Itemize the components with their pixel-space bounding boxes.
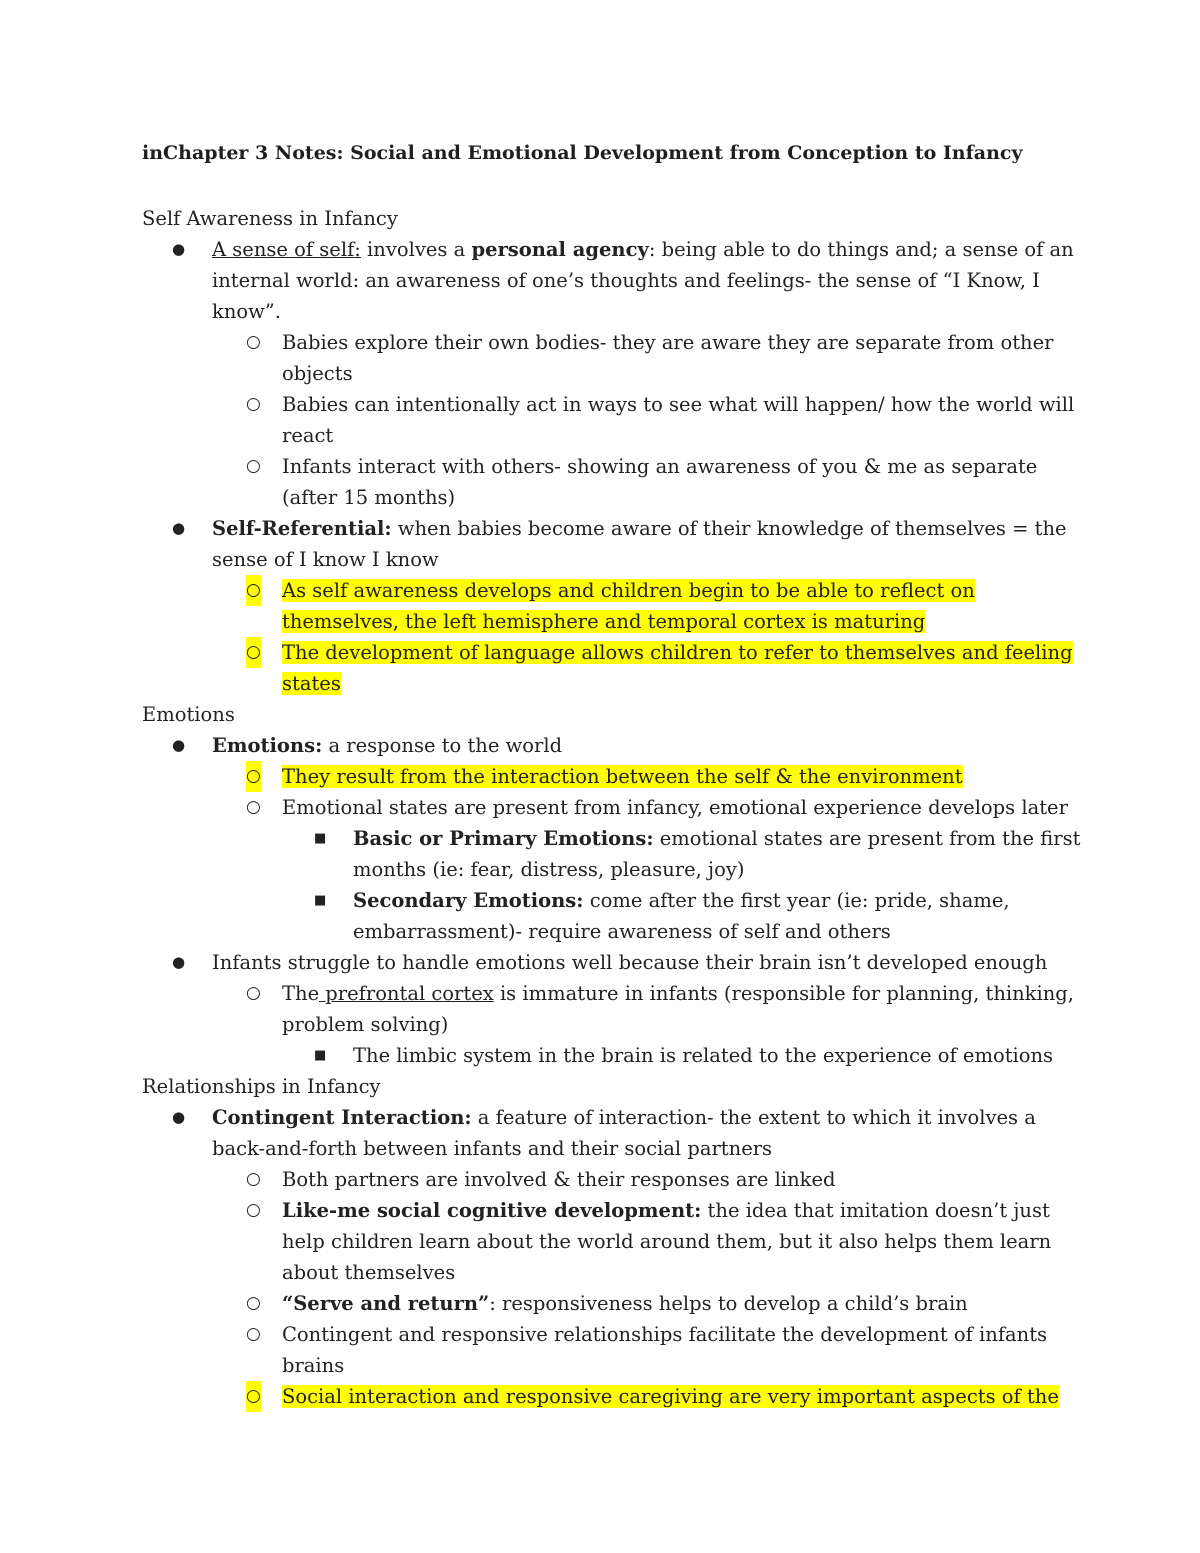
term-secondary-emotions: Secondary Emotions: [353,889,584,912]
subitem-text: Contingent and responsive relationships facilitate the development of infants brains [282,1323,1048,1377]
list-subsubitem [142,885,1082,947]
term-sense-of-self: A sense of self: [212,238,361,261]
document-title: inChapter 3 Notes: Social and Emotional Development from Conception to Infancy [142,142,1023,164]
list-subsubitem [142,1040,1082,1071]
highlighted-text: The development of language allows children to refer to themselves and feeling states [282,641,1073,695]
list-subitem-highlighted [142,637,1082,699]
section-heading-relationships: Relationships in Infancy [142,1075,381,1098]
section-heading-self-awareness: Self Awareness in Infancy [142,207,398,230]
hollow-bullet-icon: ○ [246,456,261,476]
text-segment: The [282,982,320,1005]
list-item-sense-of-self [142,234,1082,327]
highlighted-text: They result from the interaction between the self & the environment [282,765,963,788]
term-serve-and-return: “Serve and return” [282,1292,490,1315]
list-subitem [142,1164,1082,1195]
text-segment: a feature of interaction- the extent to which it involves a back-and-forth between infants and their social partners [212,1106,1036,1160]
hollow-bullet-icon: ○ [246,983,261,1003]
list-item-struggle [142,947,1082,978]
list-subitem [142,327,1082,389]
subitem-text: Babies explore their own bodies- they are aware they are separate from other objects [282,331,1054,385]
term-basic-emotions: Basic or Primary Emotions: [353,827,654,850]
bullet-icon: ● [172,736,186,754]
hollow-bullet-icon: ○ [246,1200,261,1220]
list-item-contingent-interaction [142,1102,1082,1164]
hollow-bullet-icon: ○ [246,332,261,352]
hollow-bullet-icon: ○ [246,575,261,606]
item-text: Infants struggle to handle emotions well because their brain isn’t developed enough [212,951,1048,974]
list-subitem [142,389,1082,451]
term-emotions: Emotions: [212,734,323,757]
hollow-bullet-icon: ○ [246,1381,261,1412]
square-bullet-icon: ■ [314,1048,327,1063]
list-subitem [142,1288,1082,1319]
hollow-bullet-icon: ○ [246,394,261,414]
subitem-text: Infants interact with others- showing an awareness of you & me as separate (after 15 months) [282,455,1038,509]
subitem-text: Emotional states are present from infancy, emotional experience develops later [282,796,1068,819]
subitem-text: The limbic system in the brain is related to the experience of emotions [353,1044,1054,1067]
list-subitem-highlighted [142,761,1082,792]
text-segment: involves a [360,238,472,261]
hollow-bullet-icon: ○ [246,637,261,668]
bullet-icon: ● [172,953,186,971]
list-subitem [142,1195,1082,1288]
text-segment: : being able to do things and; a sense of an internal world: an awareness of one’s thoughts and feelings- the sense of “I Know, I know”. [212,238,1074,323]
hollow-bullet-icon: ○ [246,797,261,817]
text-segment: emotional states are present from the first months (ie: fear, distress, pleasure, joy) [353,827,1081,881]
text-segment: the idea that imitation doesn’t just help children learn about the world around them, but it also helps them learn about themselves [282,1199,1052,1284]
square-bullet-icon: ■ [314,893,327,908]
list-subitem [142,451,1082,513]
list-item-emotions [142,730,1082,761]
subitem-text: Both partners are involved & their responses are linked [282,1168,836,1191]
list-item-self-referential [142,513,1082,575]
term-prefrontal-cortex: prefrontal cortex [319,982,494,1005]
text-segment: when babies become aware of their knowledge of themselves = the sense of I know I know [212,517,1067,571]
hollow-bullet-icon: ○ [246,1169,261,1189]
list-subsubitem [142,823,1082,885]
list-subitem [142,978,1082,1040]
text-segment: come after the first year (ie: pride, shame, embarrassment)- require awareness of self and others [353,889,1010,943]
hollow-bullet-icon: ○ [246,761,261,792]
term-contingent-interaction: Contingent Interaction: [212,1106,472,1129]
highlighted-text: Social interaction and responsive caregiving are very important aspects of the [282,1385,1059,1408]
bullet-icon: ● [172,519,186,537]
term-personal-agency: personal agency [471,238,649,261]
term-self-referential: Self-Referential: [212,517,392,540]
text-segment: a response to the world [322,734,563,757]
square-bullet-icon: ■ [314,831,327,846]
document-body [142,203,1082,1412]
text-segment: is immature in infants (responsible for planning, thinking, problem solving) [282,982,1074,1036]
bullet-icon: ● [172,240,186,258]
bullet-icon: ● [172,1108,186,1126]
subitem-text: Babies can intentionally act in ways to see what will happen/ how the world will react [282,393,1075,447]
list-subitem-highlighted [142,575,1082,637]
text-segment: : responsiveness helps to develop a child’s brain [489,1292,968,1315]
hollow-bullet-icon: ○ [246,1324,261,1344]
hollow-bullet-icon: ○ [246,1293,261,1313]
list-subitem-highlighted [142,1381,1082,1412]
section-heading-emotions: Emotions [142,703,235,726]
list-subitem [142,1319,1082,1381]
highlighted-text: As self awareness develops and children begin to be able to reflect on themselves, the left hemisphere and temporal cortex is maturing [282,579,975,633]
list-subitem [142,792,1082,823]
term-like-me: Like-me social cognitive development: [282,1199,702,1222]
